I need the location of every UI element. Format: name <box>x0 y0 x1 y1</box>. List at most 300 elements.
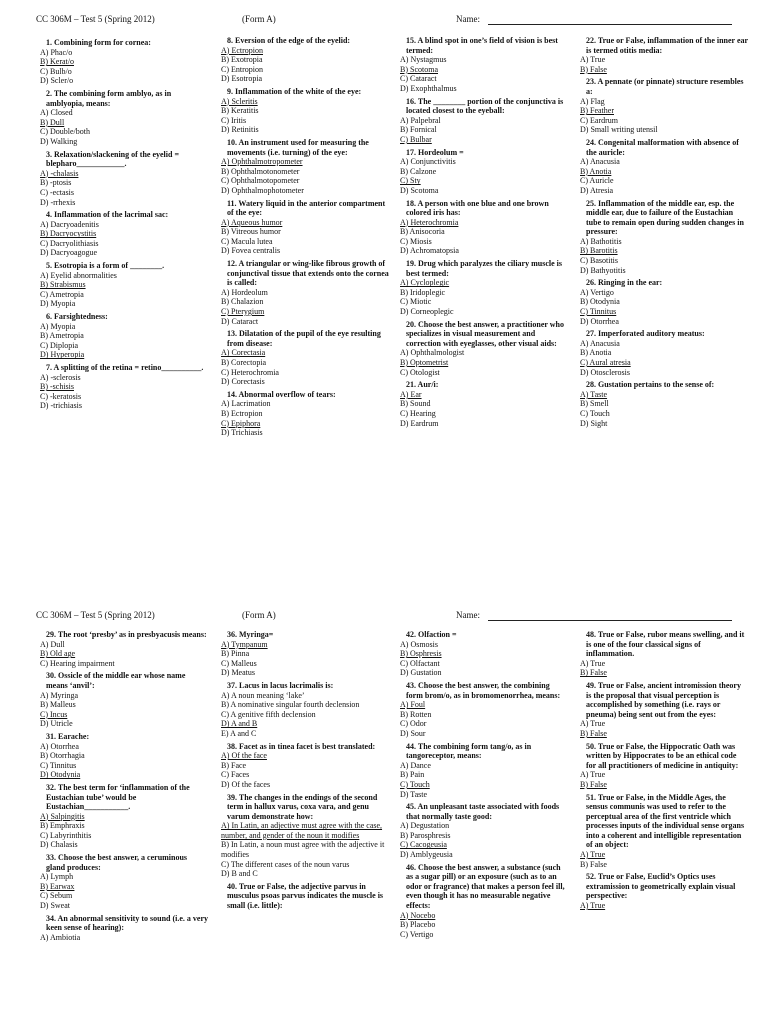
question-stem: 5. Esotropia is a form of ________. <box>46 261 165 271</box>
answer-option-selected[interactable] <box>40 118 208 128</box>
answer-option[interactable] <box>400 186 568 196</box>
answer-option[interactable] <box>221 297 389 307</box>
answer-option-label: A) True <box>580 55 606 65</box>
answer-option-selected[interactable] <box>40 882 208 892</box>
answer-option[interactable] <box>400 790 568 800</box>
answer-option[interactable] <box>221 428 389 438</box>
answer-option-label: C) Faces <box>221 770 250 780</box>
answer-option[interactable] <box>40 659 208 669</box>
answer-option[interactable] <box>40 137 208 147</box>
answer-option[interactable] <box>40 322 208 332</box>
answer-option-label: B) Strabismus <box>40 280 86 290</box>
answer-option[interactable] <box>40 271 208 281</box>
answer-option-label: D) Otosclerosis <box>580 367 630 377</box>
answer-option-selected[interactable] <box>221 157 389 167</box>
answer-option[interactable] <box>221 74 389 84</box>
question <box>221 138 389 196</box>
answer-option[interactable] <box>221 691 389 701</box>
answer-option-label: C) Sebum <box>40 891 73 901</box>
answer-option-label: B) Corectopia <box>221 358 267 367</box>
answer-option[interactable] <box>580 116 748 126</box>
answer-option-selected[interactable] <box>580 850 748 860</box>
question <box>221 36 389 84</box>
answer-option-selected[interactable] <box>221 821 389 840</box>
question-stem: 39. The changes in the endings of the second term in hallux varus, coxa vara, and genu varum demonstrate how: <box>227 792 378 821</box>
answer-option-selected[interactable] <box>400 218 568 228</box>
question <box>221 390 389 438</box>
answer-option-label: C) -ectasis <box>40 187 74 197</box>
answer-option[interactable] <box>40 76 208 86</box>
question <box>221 793 389 879</box>
answer-option[interactable] <box>580 339 748 349</box>
answer-option-selected[interactable] <box>221 46 389 56</box>
answer-option-selected[interactable] <box>400 700 568 710</box>
answer-option-label: D) Bathyotitis <box>580 265 626 275</box>
answer-option[interactable] <box>580 157 748 167</box>
answer-option-label: A) -chalasis <box>40 168 79 178</box>
answer-option-label: C) The different cases of the noun varus <box>221 859 350 869</box>
question-stem: 32. The best term for ‘inflammation of the Eustachian tube’ would be Eustachian___________. <box>46 782 190 812</box>
answer-option[interactable] <box>40 821 208 831</box>
answer-option[interactable] <box>221 368 389 378</box>
answer-option[interactable] <box>40 248 208 258</box>
answer-option-selected[interactable] <box>40 710 208 720</box>
question-column <box>400 630 568 942</box>
answer-option-label: D) Fovea centralis <box>221 246 281 256</box>
answer-option[interactable] <box>580 348 748 358</box>
answer-option-label: D) Sweat <box>40 901 70 911</box>
answer-option[interactable] <box>221 770 389 780</box>
course-title: CC 306M – Test 5 (Spring 2012) <box>36 14 155 24</box>
answer-option[interactable] <box>580 719 748 729</box>
answer-option-label: B) -ptosis <box>40 178 72 188</box>
answer-option[interactable] <box>221 399 389 409</box>
question-stem: 1. Combining form for cornea: <box>46 38 151 47</box>
answer-option[interactable] <box>400 348 568 358</box>
question <box>400 199 568 257</box>
answer-option[interactable] <box>400 719 568 729</box>
answer-option[interactable] <box>221 649 389 659</box>
answer-option-label: B) Malleus <box>40 700 76 710</box>
answer-option[interactable] <box>40 48 208 58</box>
answer-option[interactable] <box>580 256 748 266</box>
answer-option[interactable] <box>400 761 568 771</box>
answer-option[interactable] <box>40 127 208 137</box>
answer-option[interactable] <box>221 668 389 678</box>
answer-option[interactable] <box>40 700 208 710</box>
answer-option-label: B) False <box>580 728 607 738</box>
question <box>400 36 568 94</box>
question <box>221 882 389 911</box>
answer-option[interactable] <box>40 178 208 188</box>
answer-option-label: A) Lymph <box>40 872 74 882</box>
answer-option[interactable] <box>40 341 208 351</box>
answer-option-label: D) Sight <box>580 418 608 428</box>
answer-option-label: B) Barotitis <box>580 246 618 256</box>
answer-option[interactable] <box>221 840 389 859</box>
answer-option[interactable] <box>221 317 389 327</box>
answer-option[interactable] <box>221 176 389 186</box>
answer-option-selected[interactable] <box>580 65 748 75</box>
answer-option-label: D) Walking <box>40 136 78 146</box>
answer-option-label: D) Eardrum <box>400 418 439 428</box>
answer-option[interactable] <box>40 933 208 943</box>
answer-option[interactable] <box>580 860 748 870</box>
answer-option[interactable] <box>400 710 568 720</box>
answer-option[interactable] <box>400 419 568 429</box>
question-stem: 12. A triangular or wing-like fibrous growth of conjunctival tissue that extends onto the cornea is called: <box>227 259 389 288</box>
answer-option-selected[interactable] <box>400 135 568 145</box>
question-column <box>40 38 208 414</box>
answer-option-label: B) Dull <box>40 117 65 127</box>
answer-option-label: A) True <box>580 770 606 780</box>
answer-option[interactable] <box>221 167 389 177</box>
answer-option[interactable] <box>400 821 568 831</box>
answer-option-selected[interactable] <box>40 280 208 290</box>
answer-option[interactable] <box>580 237 748 247</box>
answer-option-label: C) Dacryolithiasis <box>40 238 99 248</box>
question-stem: 38. Facet as in tinea facet is best translated: <box>227 741 376 751</box>
answer-option[interactable] <box>580 125 748 135</box>
answer-option-selected[interactable] <box>221 348 389 358</box>
answer-option[interactable] <box>40 373 208 383</box>
answer-option-selected[interactable] <box>580 668 748 678</box>
answer-option-label: D) Otorrhea <box>580 316 619 326</box>
answer-option[interactable] <box>400 246 568 256</box>
answer-option-selected[interactable] <box>40 229 208 239</box>
answer-option[interactable] <box>400 288 568 298</box>
answer-option-selected[interactable] <box>221 640 389 650</box>
answer-option-label: A) Lacrimation <box>221 399 271 409</box>
question <box>580 199 748 276</box>
question <box>580 329 748 377</box>
answer-option[interactable] <box>40 67 208 77</box>
answer-option-label: C) Eardrum <box>580 115 618 125</box>
answer-option-label: C) Cataract <box>400 74 437 84</box>
answer-option[interactable] <box>221 729 389 739</box>
answer-option[interactable] <box>221 409 389 419</box>
answer-option-label: C) Malleus <box>221 658 257 668</box>
answer-option[interactable] <box>580 419 748 429</box>
answer-option[interactable] <box>221 659 389 669</box>
answer-option-label: C) Auricle <box>580 176 614 186</box>
answer-option-selected[interactable] <box>580 729 748 739</box>
answer-option-label: C) Vertigo <box>400 929 434 939</box>
answer-option[interactable] <box>400 125 568 135</box>
question <box>221 681 389 739</box>
answer-option[interactable] <box>400 770 568 780</box>
answer-option-selected[interactable] <box>221 97 389 107</box>
answer-option[interactable] <box>580 97 748 107</box>
answer-option[interactable] <box>400 55 568 65</box>
answer-option-selected[interactable] <box>40 57 208 67</box>
answer-option-label: A) Dull <box>40 639 65 649</box>
answer-option[interactable] <box>221 55 389 65</box>
question-stem: 51. True or False, in the Middle Ages, the sensus communis was used to refer to the perceptual area of the first ventricle which processes inputs of the individual sense organs into a coherent and intelligible representation of an object: <box>586 792 745 850</box>
question-stem: 6. Farsightedness: <box>46 312 108 322</box>
answer-option[interactable] <box>400 409 568 419</box>
answer-option-selected[interactable] <box>580 901 748 911</box>
answer-option-selected[interactable] <box>400 780 568 790</box>
answer-option[interactable] <box>40 239 208 249</box>
answer-option[interactable] <box>221 700 389 710</box>
answer-option[interactable] <box>580 55 748 65</box>
answer-option[interactable] <box>221 710 389 720</box>
question-stem: 10. An instrument used for measuring the movements (i.e. turning) of the eye: <box>227 137 369 157</box>
answer-option[interactable] <box>40 840 208 850</box>
answer-option[interactable] <box>580 186 748 196</box>
question-column <box>221 36 389 441</box>
answer-option-selected[interactable] <box>400 390 568 400</box>
answer-option[interactable] <box>40 901 208 911</box>
answer-option-selected[interactable] <box>40 812 208 822</box>
question-column <box>400 36 568 431</box>
question <box>40 312 208 360</box>
answer-option[interactable] <box>40 299 208 309</box>
question <box>580 77 748 135</box>
answer-option[interactable] <box>221 227 389 237</box>
answer-option-selected[interactable] <box>580 780 748 790</box>
answer-option[interactable] <box>221 860 389 870</box>
answer-option-label: D) Scotoma <box>400 185 439 195</box>
answer-option-selected[interactable] <box>400 840 568 850</box>
answer-option[interactable] <box>580 317 748 327</box>
answer-option[interactable] <box>400 297 568 307</box>
answer-option-label: B) Scotoma <box>400 64 438 74</box>
answer-option[interactable] <box>40 742 208 752</box>
answer-option-label: C) Macula lutea <box>221 236 273 246</box>
question-stem: 16. The ________ portion of the conjunctiva is located closest to the eyeball: <box>406 96 564 116</box>
question <box>400 630 568 678</box>
answer-option-selected[interactable] <box>400 911 568 921</box>
name-line <box>488 620 732 621</box>
answer-option[interactable] <box>221 377 389 387</box>
answer-option[interactable] <box>221 186 389 196</box>
answer-option-selected[interactable] <box>580 358 748 368</box>
answer-option-label: B) Chalazion <box>221 297 264 307</box>
question <box>40 853 208 911</box>
answer-option[interactable] <box>400 729 568 739</box>
answer-option[interactable] <box>221 780 389 790</box>
question <box>40 89 208 147</box>
answer-option[interactable] <box>400 237 568 247</box>
answer-option[interactable] <box>40 198 208 208</box>
answer-option-label: C) Otologist <box>400 367 440 377</box>
answer-option-label: B) Otorrhagia <box>40 751 85 761</box>
answer-option-selected[interactable] <box>40 382 208 392</box>
answer-option[interactable] <box>400 227 568 237</box>
answer-option[interactable] <box>400 920 568 930</box>
answer-option-label: B) In Latin, a noun must agree with the adjective it modifies <box>221 840 385 860</box>
answer-option[interactable] <box>221 288 389 298</box>
answer-option[interactable] <box>580 266 748 276</box>
question-stem: 48. True or False, rubor means swelling, and it is one of the four classical signs of inflammation. <box>586 630 745 659</box>
answer-option-selected[interactable] <box>580 167 748 177</box>
answer-option-label: C) Basotitis <box>580 256 619 266</box>
answer-option-label: A) Dacryoadenitis <box>40 219 99 229</box>
answer-option-selected[interactable] <box>400 176 568 186</box>
header-top <box>36 14 732 28</box>
answer-option[interactable] <box>221 761 389 771</box>
answer-option-label: D) Achromatopsia <box>400 246 459 256</box>
answer-option[interactable] <box>40 331 208 341</box>
answer-option[interactable] <box>400 167 568 177</box>
question <box>221 259 389 326</box>
answer-option-label: D) Chalasis <box>40 840 78 850</box>
answer-option-label: D) Corectasis <box>221 377 265 387</box>
answer-option-label: B) Rotten <box>400 709 432 719</box>
answer-option-selected[interactable] <box>400 649 568 659</box>
answer-option[interactable] <box>221 106 389 116</box>
answer-option-selected[interactable] <box>221 419 389 429</box>
answer-option-label: C) Touch <box>400 779 430 789</box>
answer-option[interactable] <box>40 691 208 701</box>
question-stem: 24. Congenital malformation with absence of the auricle: <box>586 137 739 157</box>
answer-option[interactable] <box>400 850 568 860</box>
answer-option[interactable] <box>400 74 568 84</box>
answer-option[interactable] <box>40 392 208 402</box>
answer-option-label: A) Myringa <box>40 690 78 700</box>
question <box>40 671 208 729</box>
answer-option-selected[interactable] <box>580 390 748 400</box>
answer-option[interactable] <box>40 640 208 650</box>
answer-option[interactable] <box>580 297 748 307</box>
answer-option-selected[interactable] <box>221 751 389 761</box>
answer-option-label: A) Ear <box>400 389 422 399</box>
answer-option-selected[interactable] <box>40 649 208 659</box>
answer-option[interactable] <box>40 401 208 411</box>
answer-option-label: B) Ophthalmotonometer <box>221 166 300 176</box>
answer-option[interactable] <box>400 116 568 126</box>
answer-option[interactable] <box>40 220 208 230</box>
answer-option[interactable] <box>40 188 208 198</box>
answer-option-label: A) Osmosis <box>400 639 439 649</box>
answer-option-selected[interactable] <box>40 350 208 360</box>
form-label: (Form A) <box>242 14 276 24</box>
answer-option-label: D) Scler/o <box>40 76 74 86</box>
answer-option[interactable] <box>580 368 748 378</box>
name-label: Name: <box>456 14 480 24</box>
answer-option[interactable] <box>221 125 389 135</box>
answer-option[interactable] <box>221 65 389 75</box>
question-stem: 34. An abnormal sensitivity to sound (i.e. a very keen sense of hearing): <box>46 913 209 933</box>
answer-option-label: C) Odor <box>400 719 427 729</box>
answer-option-label: B) Emphraxis <box>40 821 85 831</box>
answer-option-label: B) Placebo <box>400 920 436 930</box>
answer-option[interactable] <box>40 891 208 901</box>
answer-option[interactable] <box>221 116 389 126</box>
answer-option[interactable] <box>580 770 748 780</box>
answer-option-label: B) False <box>580 779 607 789</box>
answer-option-selected[interactable] <box>400 65 568 75</box>
answer-option-label: A) Otorrhea <box>40 741 79 751</box>
answer-option-label: A) Cycloplegic <box>400 278 450 288</box>
answer-option[interactable] <box>221 869 389 879</box>
question-column <box>221 630 389 914</box>
answer-option[interactable] <box>400 368 568 378</box>
answer-option[interactable] <box>40 831 208 841</box>
answer-option-label: A) Flag <box>580 96 605 106</box>
answer-option-selected[interactable] <box>40 770 208 780</box>
answer-option-selected[interactable] <box>221 719 389 729</box>
answer-option-label: A) Palpebral <box>400 115 441 125</box>
answer-option[interactable] <box>580 176 748 186</box>
answer-option-selected[interactable] <box>221 218 389 228</box>
answer-option-label: D) Retinitis <box>221 125 259 135</box>
question-stem: 52. True or False, Euclid’s Optics uses extramission to geometrically explain visual perspective: <box>586 872 736 901</box>
answer-option[interactable] <box>400 640 568 650</box>
course-title: CC 306M – Test 5 (Spring 2012) <box>36 610 155 620</box>
question <box>580 742 748 790</box>
question <box>400 259 568 317</box>
answer-option-selected[interactable] <box>580 106 748 116</box>
answer-option[interactable] <box>400 84 568 94</box>
answer-option-label: A) Ambiotia <box>40 932 81 942</box>
answer-option-label: E) A and C <box>221 728 257 738</box>
answer-option[interactable] <box>400 659 568 669</box>
answer-option[interactable] <box>221 358 389 368</box>
answer-option[interactable] <box>221 246 389 256</box>
answer-option[interactable] <box>400 157 568 167</box>
answer-option-selected[interactable] <box>400 278 568 288</box>
answer-option-label: A) Aqueous humor <box>221 217 283 227</box>
answer-option-selected[interactable] <box>580 246 748 256</box>
answer-option-label: D) -trichiasis <box>40 401 82 411</box>
answer-option-label: C) Iritis <box>221 115 247 125</box>
answer-option[interactable] <box>580 288 748 298</box>
answer-option[interactable] <box>400 399 568 409</box>
question-stem: 49. True or False, ancient intromission theory is the proposal that visual perception is accomplished by something (i.e. rays or pneuma) being sent out from the eyes: <box>586 680 741 719</box>
question <box>400 863 568 940</box>
answer-option[interactable] <box>40 108 208 118</box>
answer-option-label: A) Conjunctivitis <box>400 157 456 167</box>
answer-option[interactable] <box>400 831 568 841</box>
answer-option[interactable] <box>40 719 208 729</box>
question <box>400 802 568 860</box>
answer-option[interactable] <box>40 751 208 761</box>
answer-option[interactable] <box>400 668 568 678</box>
answer-option[interactable] <box>40 872 208 882</box>
answer-option-selected[interactable] <box>40 169 208 179</box>
answer-option-label: B) Optometrist <box>400 358 449 367</box>
answer-option-selected[interactable] <box>580 307 748 317</box>
answer-option[interactable] <box>221 237 389 247</box>
answer-option-selected[interactable] <box>221 307 389 317</box>
answer-option[interactable] <box>400 307 568 317</box>
answer-option-label: B) -schisis <box>40 382 74 392</box>
question <box>40 783 208 850</box>
question <box>221 742 389 790</box>
answer-option-selected[interactable] <box>400 358 568 368</box>
answer-option[interactable] <box>40 761 208 771</box>
answer-option[interactable] <box>580 409 748 419</box>
answer-option-label: D) Exophthalmus <box>400 83 457 93</box>
answer-option[interactable] <box>580 399 748 409</box>
answer-option[interactable] <box>40 290 208 300</box>
question-stem: 20. Choose the best answer, a practitioner who specializes in visual measurement and correction with eyeglasses, other visual aids: <box>406 319 564 348</box>
header-bottom <box>36 610 732 624</box>
answer-option-label: A) Taste <box>580 389 608 399</box>
question-stem: 21. Aur/i: <box>406 380 439 390</box>
answer-option-label: A) Of the face <box>221 751 267 761</box>
question-stem: 22. True or False, inflammation of the inner ear is termed otitis media: <box>586 36 748 55</box>
answer-option-label: A) Bathotitis <box>580 236 622 246</box>
answer-option-label: B) Anisocoria <box>400 227 445 237</box>
answer-option[interactable] <box>400 930 568 940</box>
answer-option[interactable] <box>580 659 748 669</box>
answer-option-label: A) Tympanum <box>221 639 268 649</box>
question <box>40 914 208 943</box>
